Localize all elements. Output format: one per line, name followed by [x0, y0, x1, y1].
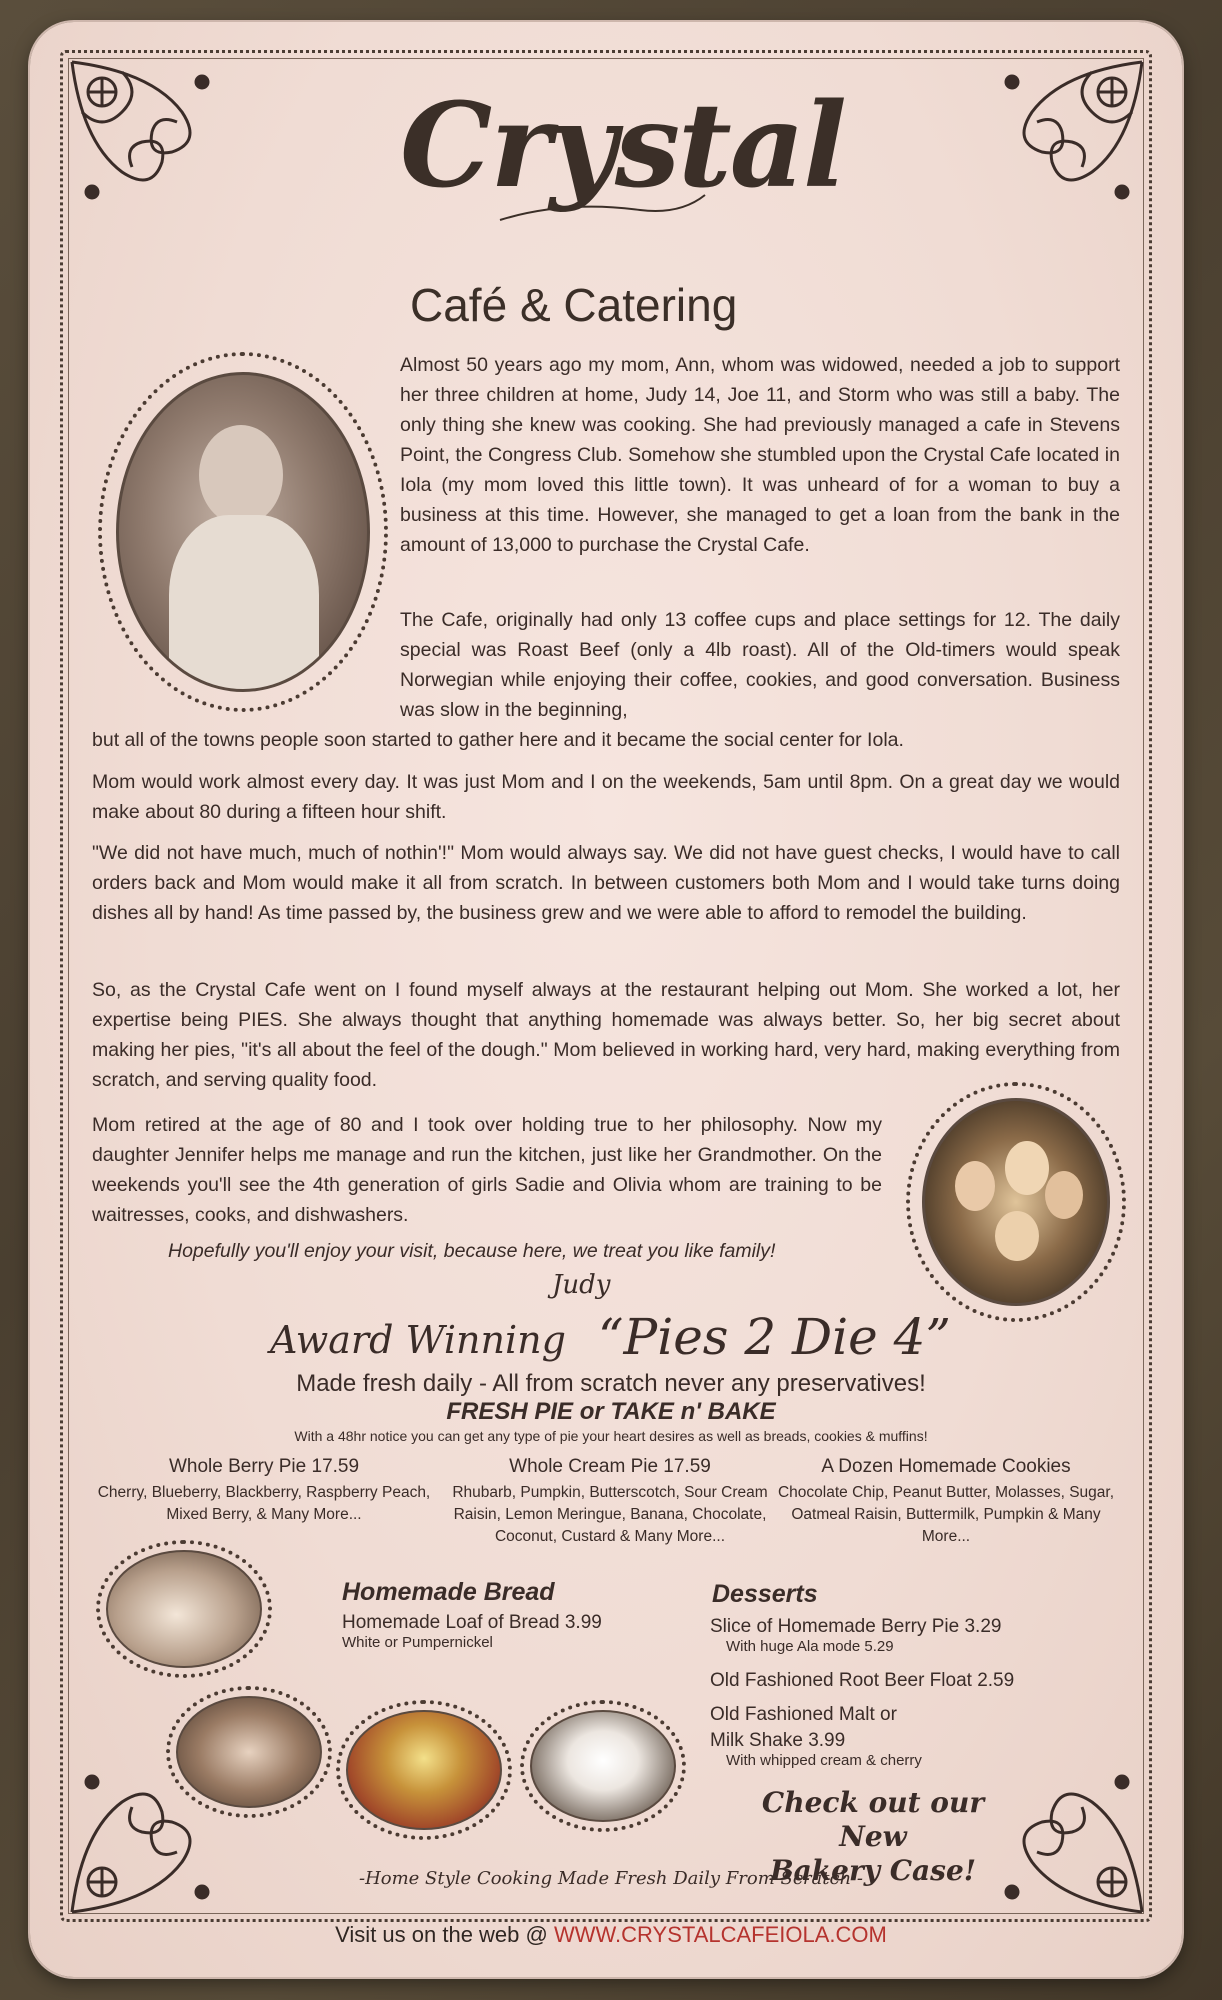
corner-ornament-icon: [62, 52, 252, 242]
photo-pie-crust: [176, 1696, 322, 1808]
notice-line: With a 48hr notice you can get any type of pie your heart desires as well as breads, cookies & muffins!: [294, 1428, 928, 1444]
menu-item-heading: Whole Berry Pie 17.59: [168, 1456, 360, 1477]
closing-line: Hopefully you'll enjoy your visit, because here, we treat you like family!: [168, 1240, 776, 1262]
pies-title: “Pies 2 Die 4”: [598, 1308, 951, 1366]
photo-meringue-pie: [530, 1710, 676, 1822]
photo-dough: [106, 1550, 262, 1668]
dessert-item-sub: With whipped cream & cherry: [726, 1752, 922, 1769]
bakery-line: Check out our New: [761, 1786, 985, 1853]
story-paragraph: Mom would work almost every day. It was just Mom and I on the weekends, 5am until 8pm. On a great day we would make about 80 during a fifteen hour shift.: [92, 771, 1120, 823]
subtitle: Café & Catering: [410, 279, 738, 331]
menu-item-heading: A Dozen Homemade Cookies: [821, 1456, 1071, 1477]
dessert-item: [710, 1704, 897, 1726]
menu-item-heading: Whole Cream Pie 17.59: [509, 1456, 711, 1477]
website-link[interactable]: WWW.CRYSTALCAFEIOLA.COM: [553, 1922, 887, 1947]
crystal-logo: Crystal: [400, 78, 845, 214]
story-paragraph: "We did not have much, much of nothin'!" Mom would always say. We did not have guest checks, I would have to call orders back and Mom would make it all from scratch. In between customers both Mom and I would take turns doing dishes all by hand! As time passed by, the business grew and we were able to afford to remodel the building.: [92, 842, 1120, 924]
story-paragraph: So, as the Crystal Cafe went on I found myself always at the restaurant helping out Mom. She worked a lot, her expertise being PIES. She always thought that anything homemade was always better. So, her big secret about making her pies, "it's all about the feel of the dough." Mom believed in working hard, very hard, making everything from scratch, and serving quality food.: [92, 979, 1120, 1091]
story-paragraph: Mom retired at the age of 80 and I took over holding true to her philosophy. Now my daughter Jennifer helps me manage and run the kitchen, just like her Grandmother. On the weekends you'll see the 4th generation of girls Sadie and Olivia whom are training to be waitresses, cooks, and dishwashers.: [92, 1114, 882, 1226]
menu-item-desc: Rhubarb, Pumpkin, Butterscotch, Sour Cream Raisin, Lemon Meringue, Banana, Chocolate, Coconut, Custard & Many More...: [452, 1484, 768, 1545]
story-paragraph: but all of the towns people soon started to gather here and it became the social center for Iola.: [92, 729, 904, 751]
web-prefix: Visit us on the web @: [335, 1922, 554, 1947]
desserts-title: Desserts: [712, 1580, 818, 1608]
photo-ann: [116, 372, 370, 692]
story-paragraph: The Cafe, originally had only 13 coffee cups and place settings for 12. The daily special was Roast Beef (only a 4lb roast). All of the Old-timers would speak Norwegian while enjoying their coffee, cookies, and good conversation. Business was slow in the beginning,: [400, 609, 1120, 721]
made-fresh-line: Made fresh daily - All from scratch never any preservatives!: [296, 1370, 926, 1397]
dessert-item: [710, 1670, 1014, 1692]
menu-column-cream: [440, 1456, 780, 1548]
dessert-item-name: Slice of Homemade Berry Pie 3.29: [710, 1616, 1002, 1637]
menu-column-cookies: [776, 1456, 1116, 1548]
corner-ornament-icon: [962, 52, 1152, 242]
dessert-item-sub: With huge Ala mode 5.29: [726, 1638, 894, 1655]
web-footer: [0, 1922, 1222, 1948]
fresh-pie-line: FRESH PIE or TAKE n' BAKE: [446, 1398, 776, 1425]
bakery-line: Bakery Case!: [769, 1854, 977, 1887]
award-heading: Award Winning: [270, 1318, 566, 1362]
menu-item-desc: Cherry, Blueberry, Blackberry, Raspberry Peach, Mixed Berry, & Many More...: [97, 1484, 431, 1523]
signature: Judy: [552, 1270, 611, 1300]
dessert-item: [710, 1730, 922, 1769]
dessert-item-name: Old Fashioned Malt or: [710, 1704, 897, 1725]
dessert-item: [710, 1616, 1001, 1655]
photo-pie-slice: [346, 1710, 502, 1830]
tagline: -Home Style Cooking Made Fresh Daily From Scratch -: [359, 1868, 863, 1889]
menu-item-desc: Chocolate Chip, Peanut Butter, Molasses, Sugar, Oatmeal Raisin, Buttermilk, Pumpkin & Many More...: [777, 1484, 1115, 1545]
bread-item-name: Homemade Loaf of Bread 3.99: [342, 1612, 602, 1633]
bread-title: Homemade Bread: [342, 1578, 555, 1606]
dessert-item-name: Milk Shake 3.99: [710, 1730, 846, 1751]
story-paragraph: Almost 50 years ago my mom, Ann, whom was widowed, needed a job to support her three children at home, Judy 14, Joe 11, and Storm who was still a baby. The only thing she knew was cooking. She had previously managed a cafe in Stevens Point, the Congress Club. Somehow she stumbled upon the Crystal Cafe located in Iola (my mom loved this little town). It was unheard of for a woman to buy a business at this time. However, she managed to get a loan from the bank in the amount of 13,000 to purchase the Crystal Cafe.: [400, 354, 1120, 556]
bread-item-sub: White or Pumpernickel: [342, 1634, 493, 1651]
bread-item: [342, 1612, 602, 1651]
logo-swash-icon: [380, 190, 820, 280]
menu-column-berry: [94, 1456, 434, 1526]
dessert-item-name: Old Fashioned Root Beer Float 2.59: [710, 1670, 1015, 1691]
photo-family: [922, 1098, 1110, 1306]
